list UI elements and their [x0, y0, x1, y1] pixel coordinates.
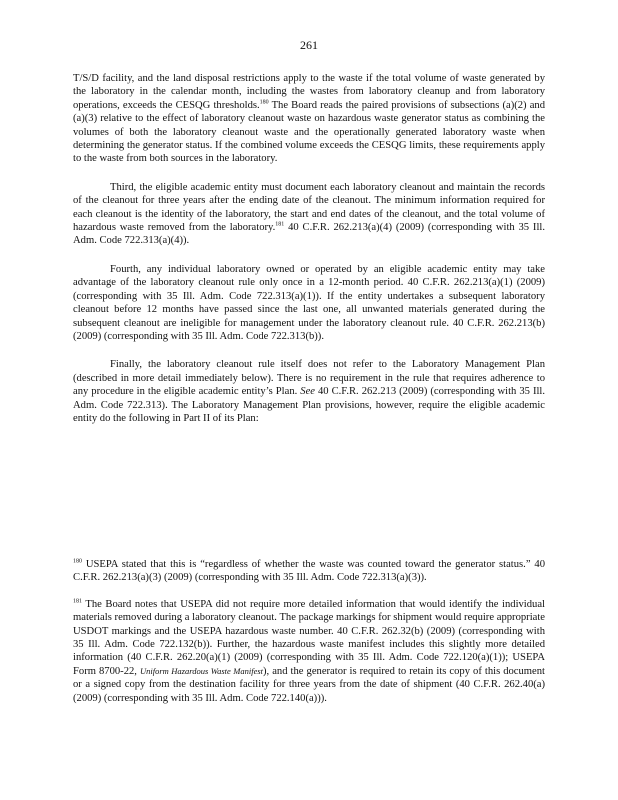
footnote-marker: 180 — [73, 558, 82, 565]
text-run: The Board notes that USEPA did not require more detailed information that would identify the individual materials removed during a laboratory cleanout. The package markings for shipment would require appropriate USDOT markings and the USEPA hazardous waste number. 40 C.F.R. 262.32(b) (2009) (corresponding with 35 Ill. Adm. Code 722.132(b)). Further, the hazardous waste manifest includes this slightly more detailed information (40 C.F.R. 262.20(a)(1) (2009) (corresponding with 35 Ill. Adm. Code 722.120(a)(1)); USEPA Form 8700-22, — [73, 598, 545, 677]
text-run: T/S/D facility, and the land disposal restrictions apply to the waste if the total volume of waste generated by the laboratory in the calendar month, including the wastes from laboratory cleanup and from laboratory operations, exceeds the CESQG thresholds. — [73, 73, 545, 111]
footnote-marker: 181 — [73, 598, 82, 605]
text-run: Fourth, any individual laboratory owned or operated by an eligible academic entity may take advantage of the laboratory cleanout rule only once in a 12-month period. 40 C.F.R. 262.213(a)(1) (2009) (corresponding with 35 Ill. Adm. Code 722.313(a)(1)). If the entity undertakes a subsequent laboratory cleanout before 12 months have passed since the last one, all unwanted materials generated during the subsequent cleanout are ineligible for management under the laboratory cleanout rule. 40 C.F.R. 262.213(b) (2009) (corresponding with 35 Ill. Adm. Code 722.313(b)). — [73, 263, 545, 342]
paragraph — [73, 358, 545, 425]
text-run: The Board reads the paired provisions of subsections (a)(2) and (a)(3) relative to the effect of laboratory cleanout waste on hazardous waste generator status as combining the volumes of both the laboratory cleanout waste and the operationally generated laboratory waste when determining the generator status. If the combined volume exceeds the CESQG limits, these requirements apply to the waste from both sources in the laboratory. — [73, 99, 546, 165]
text-run: ), and the generator is required to retain its copy of this document or a signed copy from the destination facility for three years from the date of shipment (40 C.F.R. 262.40(a) (2009) (corresponding with 35 Ill. Adm. Code 722.140(a))). — [73, 665, 545, 704]
text-run: USEPA stated that this is “regardless of whether the waste was counted toward the generator status.” 40 C.F.R. 262.213(a)(3) (2009) (corresponding with 35 Ill. Adm. Code 722.313(a)(3)). — [73, 559, 545, 584]
body-text — [73, 72, 545, 440]
paragraph — [73, 263, 545, 343]
paragraph — [73, 72, 545, 166]
signal-word: See — [300, 386, 315, 398]
text-run: 40 C.F.R. 262.213 (2009) (corresponding with 35 Ill. Adm. Code 722.313). The Laboratory Management Plan provisions, however, require the eligible academic entity do the following in Part II of its Plan: — [73, 386, 546, 424]
footnote-marker: 180 — [259, 99, 269, 106]
page-number: 261 — [300, 38, 318, 52]
text-run: Finally, the laboratory cleanout rule itself does not refer to the Laboratory Management Plan (described in more detail immediately below). There is no requirement in the rule that requires adherence to any procedure in the eligible academic entity’s Plan. — [73, 359, 545, 398]
footnotes — [73, 558, 545, 718]
text-run: 40 C.F.R. 262.213(a)(4) (2009) (corresponding with 35 Ill. Adm. Code 722.313(a)(4)). — [73, 222, 545, 247]
paragraph — [73, 181, 545, 248]
text-run: Third, the eligible academic entity must document each laboratory cleanout and maintain the records of the cleanout for three years after the ending date of the cleanout. The minimum information required for each cleanout is the identity of the laboratory, the start and end dates of the cleanout, and the total volume of hazardous waste removed from the laboratory. — [73, 181, 545, 234]
footnote-marker: 181 — [275, 221, 285, 228]
document-title: Uniform Hazardous Waste Manifest — [139, 665, 264, 676]
footnote — [73, 558, 545, 585]
footnote — [73, 598, 545, 705]
